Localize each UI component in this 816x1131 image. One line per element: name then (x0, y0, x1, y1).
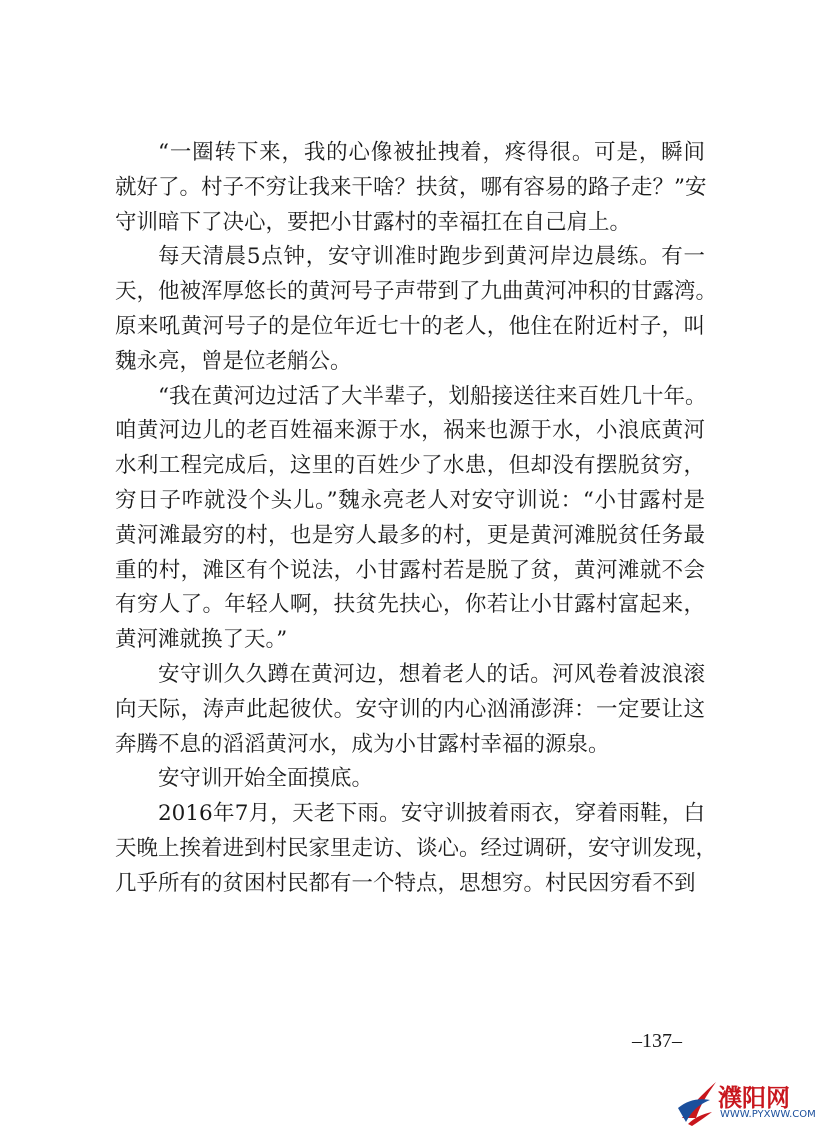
text-line: “我在黄河边过活了大半辈子，划船接送往来百姓几十年。 (158, 383, 707, 409)
text-line: 天晚上挨着进到村民家里走访、谈心。经过调研，安守训发现， (115, 835, 718, 861)
text-line: 几乎所有的贫困村民都有一个特点，思想穷。村民因穷看不到 (115, 870, 696, 896)
text-line: 原来吼黄河号子的是位年近七十的老人，他住在附近村子，叫 (115, 313, 705, 339)
text-line: 安守训久久蹲在黄河边，想着老人的话。河风卷着波浪滚 (158, 661, 705, 687)
watermark (676, 1076, 816, 1128)
paragraph (115, 797, 718, 901)
paragraph (115, 658, 705, 762)
body-text (115, 136, 718, 902)
text-line: 穷日子咋就没个头儿。”魏永亮老人对安守训说：“小甘露村是 (115, 487, 705, 513)
puyang-swoosh-logo-icon (676, 1078, 720, 1126)
text-line: 向天际，涛声此起彼伏。安守训的内心汹涌澎湃：一定要让这 (115, 696, 705, 722)
text-line: 奔腾不息的滔滔黄河水，成为小甘露村幸福的源泉。 (115, 731, 610, 757)
text-line: “一圈转下来，我的心像被扯拽着，疼得很。可是，瞬间 (158, 140, 705, 165)
watermark-url: WWW.PYXWW.COM (720, 1109, 816, 1120)
text-line: 水利工程完成后，这里的百姓少了水患，但却没有摆脱贫穷， (115, 453, 705, 479)
paragraph (115, 762, 705, 797)
page-number: –137– (632, 1030, 682, 1052)
paragraph (115, 136, 705, 240)
text-line: 安守训开始全面摸底。 (158, 766, 374, 792)
text-line: 有穷人了。年轻人啊，扶贫先扶心，你若让小甘露村富起来， (115, 592, 705, 618)
text-line: 咱黄河边儿的老百姓福来源于水，祸来也源于水，小浪底黄河 (115, 418, 705, 444)
text-line: 黄河滩最穷的村，也是穷人最多的村，更是黄河滩脱贫任务最 (115, 522, 705, 548)
watermark-title: 濮阳网 (718, 1084, 790, 1112)
text-line: 天，他被浑厚悠长的黄河号子声带到了九曲黄河冲积的甘露湾。 (115, 279, 718, 305)
text-line: 重的村，滩区有个说法，小甘露村若是脱了贫，黄河滩就不会 (115, 557, 705, 583)
text-line: 2016年7月，天老下雨。安守训披着雨衣，穿着雨鞋，白 (158, 801, 705, 827)
paragraph (115, 240, 718, 379)
text-line: 每天清晨5点钟，安守训准时跑步到黄河岸边晨练。有一 (158, 244, 705, 270)
text-line: 就好了。村子不穷让我来干啥？扶贫，哪有容易的路子走？”安 (115, 174, 707, 200)
text-line: 守训暗下了决心，要把小甘露村的幸福扛在自己肩上。 (115, 209, 632, 235)
text-line: 魏永亮，曾是位老艄公。 (115, 348, 352, 374)
paragraph (115, 380, 705, 658)
text-line: 黄河滩就换了天。” (115, 627, 288, 653)
